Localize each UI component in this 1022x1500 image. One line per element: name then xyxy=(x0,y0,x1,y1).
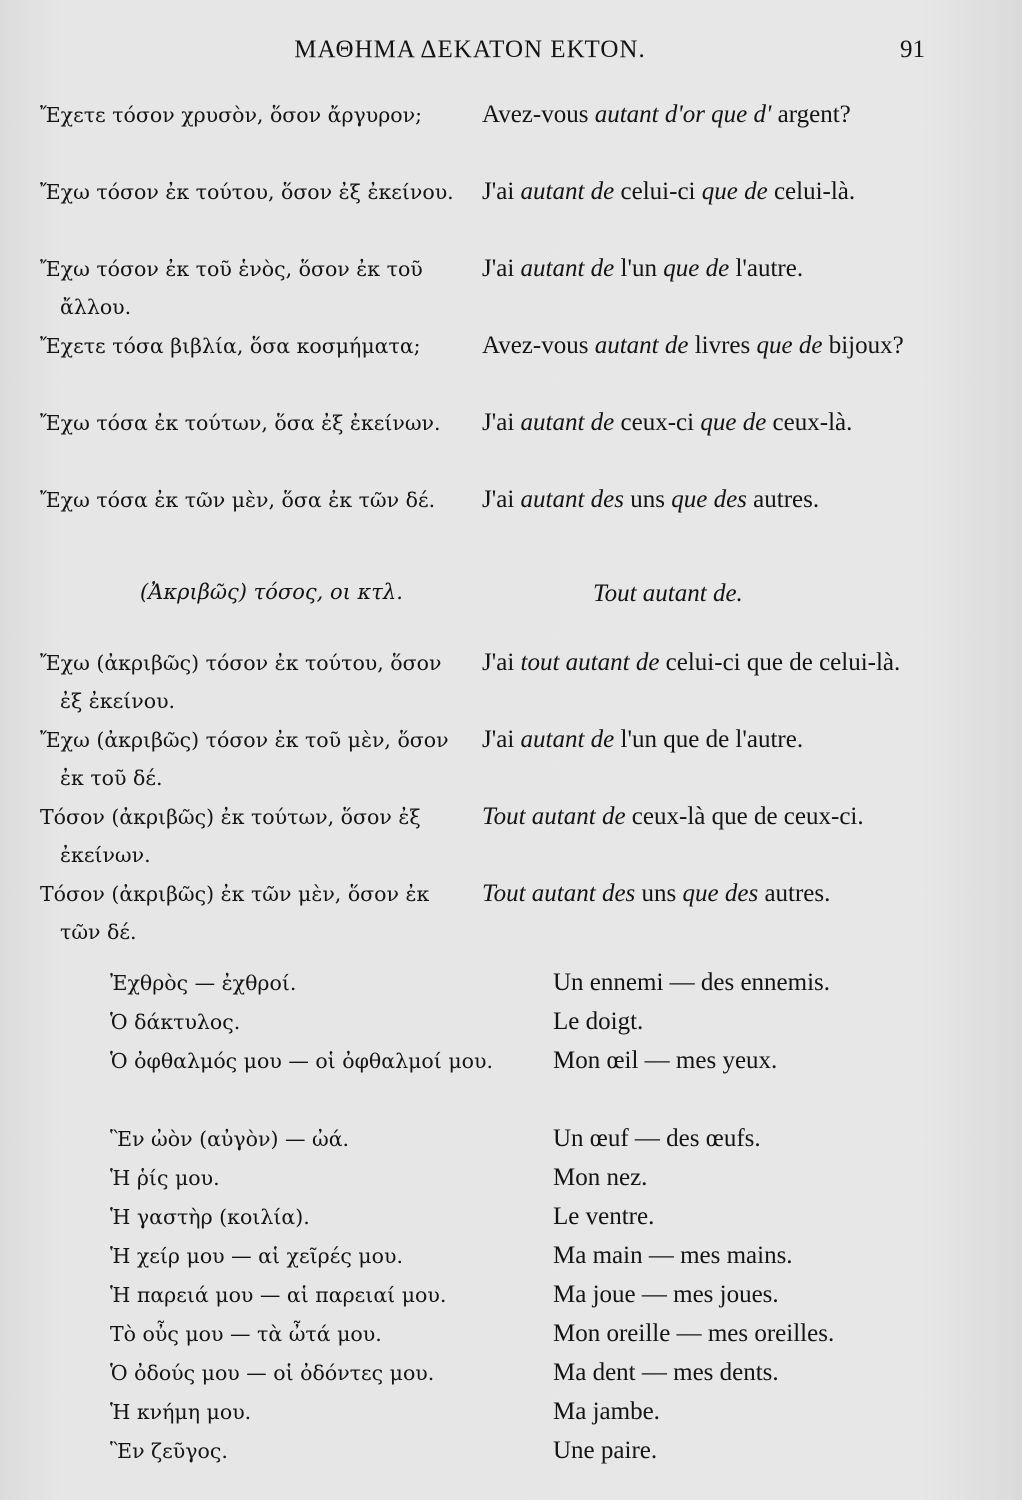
french-sentence: J'ai autant de l'un que de l'autre. xyxy=(482,255,804,282)
vocab-greek: Ἡ ῥίς μου. xyxy=(110,1166,220,1190)
vocab-french: Mon oreille — mes oreilles. xyxy=(553,1320,835,1347)
greek-sentence: Ἔχω τόσα ἐκ τούτων, ὅσα ἐξ ἐκείνων. xyxy=(40,411,441,435)
french-sentence: Tout autant de ceux-là que de ceux-ci. xyxy=(482,803,864,830)
vocab-greek: Ἓν ὠὸν (αὐγὸν) — ὠά. xyxy=(110,1127,350,1151)
greek-sentence: Ἔχω (ἀκριβῶς) τόσον ἐκ τούτου, ὅσον ἐξ ἐκείνου. xyxy=(40,651,442,713)
vocab-greek: Ἡ κνήμη μου. xyxy=(110,1400,252,1424)
vocab-french: Ma dent — mes dents. xyxy=(553,1359,779,1386)
vocab-french: Ma main — mes mains. xyxy=(553,1242,793,1269)
vocab-greek: Ὁ ὀφθαλμός μου — οἱ ὀφθαλμοί μου. xyxy=(110,1049,493,1073)
french-sentence: J'ai autant de ceux-ci que de ceux-là. xyxy=(482,409,853,436)
greek-sentence: Ἔχω τόσον ἐκ τοῦ ἑνὸς, ὅσον ἐκ τοῦ ἄλλου. xyxy=(40,257,423,319)
vocab-french: Le doigt. xyxy=(553,1008,644,1035)
vocab-greek: Ἡ παρειά μου — αἱ παρειαί μου. xyxy=(110,1283,447,1307)
vocab-french: Un ennemi — des ennemis. xyxy=(553,969,831,996)
page-number: 91 xyxy=(900,36,925,63)
vocab-french: Ma jambe. xyxy=(553,1398,660,1425)
subheading-greek: (Ἀκριβῶς) τόσος, οι κτλ. xyxy=(140,580,403,604)
vocab-french: Ma joue — mes joues. xyxy=(553,1281,779,1308)
greek-sentence: Ἔχετε τόσα βιβλία, ὅσα κοσμήματα; xyxy=(40,334,421,358)
french-sentence: Tout autant des uns que des autres. xyxy=(482,880,831,907)
french-sentence: J'ai autant de l'un que de l'autre. xyxy=(482,726,804,753)
vocab-french: Une paire. xyxy=(553,1437,658,1464)
vocab-greek: Ὁ ὀδούς μου — οἱ ὀδόντες μου. xyxy=(110,1361,435,1385)
running-title: ΜΑΘΗΜΑ ΔΕΚΑΤΟΝ ΕΚΤΟΝ. xyxy=(294,36,646,63)
greek-sentence: Ἔχετε τόσον χρυσὸν, ὅσον ἄργυρον; xyxy=(40,103,422,127)
greek-sentence: Τόσον (ἀκριβῶς) ἐκ τούτων, ὅσον ἐξ ἐκείνων. xyxy=(40,805,421,867)
french-sentence: Avez-vous autant de livres que de bijoux? xyxy=(482,332,904,359)
vocab-french: Le ventre. xyxy=(553,1203,655,1230)
greek-sentence: Ἔχω τόσον ἐκ τούτου, ὅσον ἐξ ἐκείνου. xyxy=(40,180,454,204)
vocab-french: Un œuf — des œufs. xyxy=(553,1125,761,1152)
section-subheading xyxy=(0,580,1022,624)
greek-sentence: Ἔχω τόσα ἐκ τῶν μὲν, ὅσα ἐκ τῶν δέ. xyxy=(40,488,436,512)
vocab-french: Mon nez. xyxy=(553,1164,648,1191)
subheading-french: Tout autant de. xyxy=(593,580,743,607)
french-sentence: J'ai tout autant de celui-ci que de celui-là. xyxy=(482,649,901,676)
french-sentence: J'ai autant de celui-ci que de celui-là. xyxy=(482,178,856,205)
vocab-greek: Ἡ γαστὴρ (κοιλία). xyxy=(110,1205,310,1229)
vocab-greek: Τὸ οὖς μου — τὰ ὦτά μου. xyxy=(110,1322,382,1346)
french-sentence: J'ai autant des uns que des autres. xyxy=(482,486,820,513)
vocab-french: Mon œil — mes yeux. xyxy=(553,1047,778,1074)
page-header xyxy=(0,36,1022,76)
vocab-greek: Ἐχθρὸς — ἐχθροί. xyxy=(110,971,297,995)
vocab-greek: Ἡ χείρ μου — αἱ χεῖρές μου. xyxy=(110,1244,403,1268)
greek-sentence: Ἔχω (ἀκριβῶς) τόσον ἐκ τοῦ μὲν, ὅσον ἐκ τοῦ δέ. xyxy=(40,728,449,790)
greek-sentence: Τόσον (ἀκριβῶς) ἐκ τῶν μὲν, ὅσον ἐκ τῶν δέ. xyxy=(40,882,430,944)
vocab-greek: Ἓν ζεῦγος. xyxy=(110,1439,228,1463)
french-sentence: Avez-vous autant d'or que d' argent? xyxy=(482,101,851,128)
vocab-greek: Ὁ δάκτυλος. xyxy=(110,1010,241,1034)
